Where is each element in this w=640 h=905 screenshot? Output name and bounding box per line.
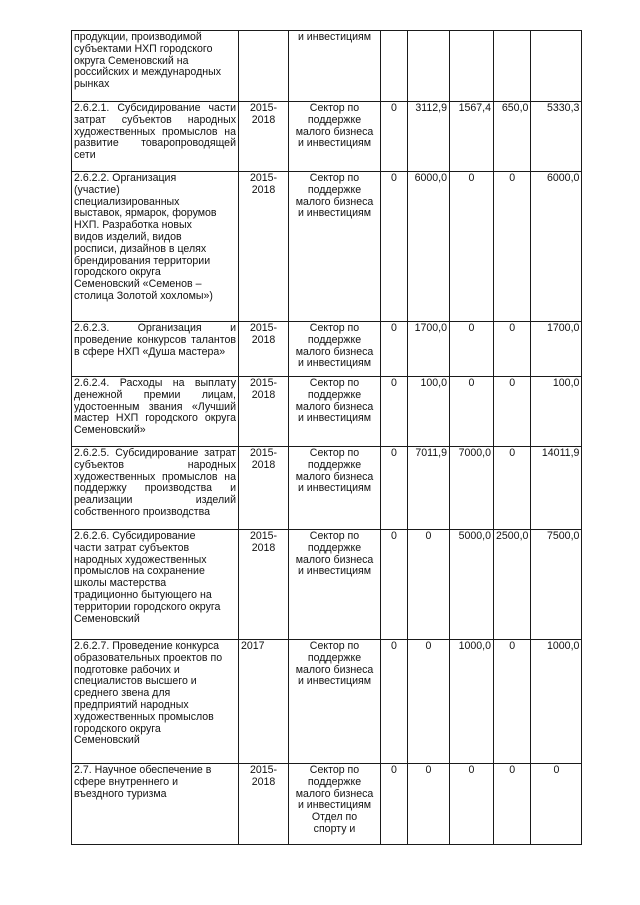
table-row xyxy=(72,377,582,447)
row-value-4: 0 xyxy=(494,172,531,322)
row-value-4 xyxy=(494,31,531,102)
row-value-2: 0 xyxy=(408,764,450,845)
row-executor: Сектор по поддержке малого бизнеса и инвестициям xyxy=(289,322,381,377)
row-value-2: 7011,9 xyxy=(408,447,450,530)
row-value-3: 0 xyxy=(450,377,494,447)
table-row xyxy=(72,640,582,764)
row-value-3: 5000,0 xyxy=(450,530,494,640)
row-value-1: 0 xyxy=(381,640,408,764)
row-value-3: 1000,0 xyxy=(450,640,494,764)
row-period xyxy=(239,31,289,102)
row-value-1: 0 xyxy=(381,764,408,845)
row-value-4: 0 xyxy=(494,447,531,530)
row-value-4: 0 xyxy=(494,640,531,764)
row-value-3: 1567,4 xyxy=(450,102,494,172)
row-name: 2.6.2.4. Расходы на выплату денежной премии лицам, удостоенным звания «Лучший мастер НХП городского округа Семеновский» xyxy=(72,377,239,447)
table-row xyxy=(72,172,582,322)
row-period: 2015- 2018 xyxy=(239,377,289,447)
row-period: 2015- 2018 xyxy=(239,764,289,845)
row-name: 2.6.2.3. Организация и проведение конкурсов талантов в сфере НХП «Душа мастера» xyxy=(72,322,239,377)
row-total xyxy=(531,31,582,102)
row-executor: Сектор по поддержке малого бизнеса и инвестициям xyxy=(289,530,381,640)
budget-table xyxy=(71,30,582,845)
row-period: 2015- 2018 xyxy=(239,322,289,377)
row-value-4: 0 xyxy=(494,377,531,447)
row-period: 2015- 2018 xyxy=(239,172,289,322)
row-executor: Сектор по поддержке малого бизнеса и инвестициям xyxy=(289,447,381,530)
row-value-2: 3112,9 xyxy=(408,102,450,172)
row-value-3: 0 xyxy=(450,172,494,322)
row-executor: и инвестициям xyxy=(289,31,381,102)
row-value-4: 2500,0 xyxy=(494,530,531,640)
row-value-2: 0 xyxy=(408,640,450,764)
row-name: 2.6.2.1. Субсидирование части затрат субъектов народных художественных промыслов на развитие товаропроводящей сети xyxy=(72,102,239,172)
row-total: 6000,0 xyxy=(531,172,582,322)
row-value-3: 0 xyxy=(450,764,494,845)
row-total: 14011,9 xyxy=(531,447,582,530)
row-name: 2.6.2.2. Организация (участие) специализированных выставок, ярмарок, форумов НХП. Разработка новых видов изделий, видов росписи, дизайнов в целях брендирования территории городского округа Семеновский «Семенов – столица Золотой хохломы») xyxy=(72,172,239,322)
row-total: 5330,3 xyxy=(531,102,582,172)
row-value-4: 0 xyxy=(494,322,531,377)
row-total: 0 xyxy=(531,764,582,845)
row-value-4: 650,0 xyxy=(494,102,531,172)
row-executor: Сектор по поддержке малого бизнеса и инвестициям Отдел по спорту и xyxy=(289,764,381,845)
table-row xyxy=(72,530,582,640)
row-period: 2017 xyxy=(239,640,289,764)
row-executor: Сектор по поддержке малого бизнеса и инвестициям xyxy=(289,102,381,172)
row-value-1: 0 xyxy=(381,447,408,530)
row-value-3 xyxy=(450,31,494,102)
row-total: 1000,0 xyxy=(531,640,582,764)
table-row xyxy=(72,102,582,172)
row-name: 2.6.2.6. Субсидирование части затрат субъектов народных художественных промыслов на сохранение школы мастерства традиционно бытующего на территории городского округа Семеновский xyxy=(72,530,239,640)
table-row xyxy=(72,322,582,377)
row-name: продукции, производимой субъектами НХП городского округа Семеновский на российских и международных рынках xyxy=(72,31,239,102)
row-executor: Сектор по поддержке малого бизнеса и инвестициям xyxy=(289,172,381,322)
row-total: 100,0 xyxy=(531,377,582,447)
row-value-2: 0 xyxy=(408,530,450,640)
row-value-1 xyxy=(381,31,408,102)
row-total: 1700,0 xyxy=(531,322,582,377)
table-row xyxy=(72,764,582,845)
row-value-2 xyxy=(408,31,450,102)
row-value-3: 7000,0 xyxy=(450,447,494,530)
row-value-1: 0 xyxy=(381,530,408,640)
row-executor: Сектор по поддержке малого бизнеса и инвестициям xyxy=(289,377,381,447)
row-executor: Сектор по поддержке малого бизнеса и инвестициям xyxy=(289,640,381,764)
row-name: 2.6.2.5. Субсидирование затрат субъектов народных художественных промыслов на поддержку производства и реализации изделий собственного производства xyxy=(72,447,239,530)
row-total: 7500,0 xyxy=(531,530,582,640)
row-period: 2015- 2018 xyxy=(239,102,289,172)
table-row xyxy=(72,447,582,530)
row-value-1: 0 xyxy=(381,102,408,172)
row-period: 2015- 2018 xyxy=(239,447,289,530)
row-value-1: 0 xyxy=(381,377,408,447)
row-value-2: 100,0 xyxy=(408,377,450,447)
row-name: 2.6.2.7. Проведение конкурса образовательных проектов по подготовке рабочих и специалистов высшего и среднего звена для предприятий народных художественных промыслов городского округа Семеновский xyxy=(72,640,239,764)
row-name: 2.7. Научное обеспечение в сфере внутреннего и въездного туризма xyxy=(72,764,239,845)
row-value-1: 0 xyxy=(381,322,408,377)
row-value-2: 6000,0 xyxy=(408,172,450,322)
row-value-2: 1700,0 xyxy=(408,322,450,377)
row-value-1: 0 xyxy=(381,172,408,322)
table-row xyxy=(72,31,582,102)
row-value-3: 0 xyxy=(450,322,494,377)
row-value-4: 0 xyxy=(494,764,531,845)
row-period: 2015- 2018 xyxy=(239,530,289,640)
